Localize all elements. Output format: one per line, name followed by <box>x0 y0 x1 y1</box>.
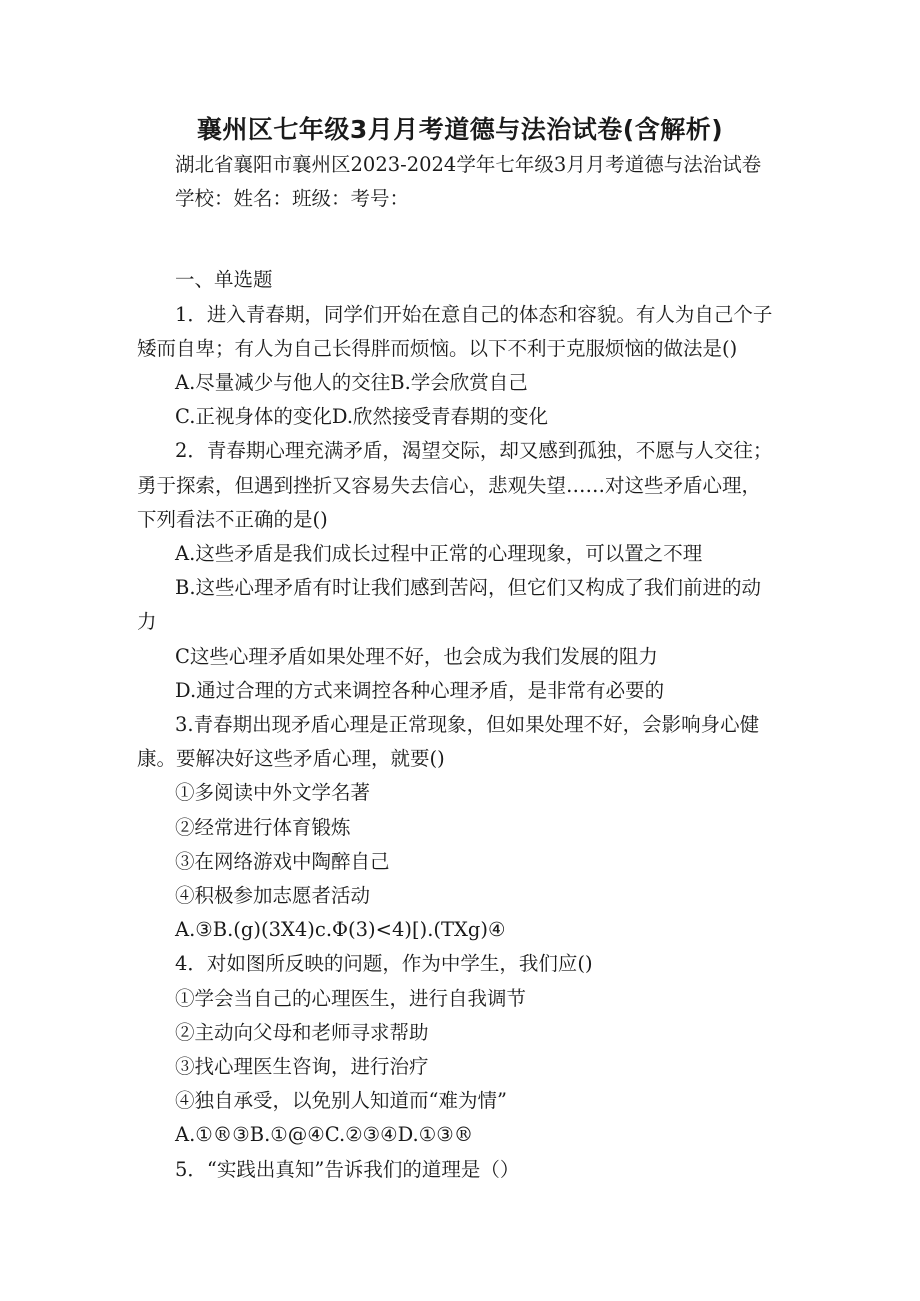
question-4-options: A.①®③B.①@④C.②③④D.①③® <box>175 1123 474 1147</box>
student-info-line: 学校：姓名：班级：考号： <box>175 187 410 211</box>
spacer <box>137 216 797 263</box>
question-2-text-cont: 勇于探索，但遇到挫折又容易失去信心，悲观失望……对这些矛盾心理， <box>137 473 762 497</box>
question-1-text-cont: 矮而自卑；有人为自己长得胖而烦恼。以下不利于克服烦恼的做法是() <box>137 336 738 360</box>
question-4-item-3: ③找心理医生咨询，进行治疗 <box>175 1055 429 1079</box>
question-1-options-cd: C.正视身体的变化D.欣然接受青春期的变化 <box>175 405 549 429</box>
question-5-text: 5．“实践出真知”告诉我们的道理是（） <box>175 1157 520 1181</box>
question-3-item-2: ②经常进行体育锻炼 <box>175 815 351 839</box>
question-3-item-4: ④积极参加志愿者活动 <box>175 884 371 908</box>
question-2-text-cont: 下列看法不正确的是() <box>137 507 328 531</box>
question-4-item-1: ①学会当自己的心理医生，进行自我调节 <box>175 986 527 1010</box>
question-1-text: 1．进入青春期，同学们开始在意自己的体态和容貌。有人为自己个子 <box>175 302 773 326</box>
document-body <box>137 148 797 1187</box>
question-3-item-3: ③在网络游戏中陶醉自己 <box>175 849 390 873</box>
document-title: 襄州区七年级3月月考道德与法治试卷(含解析) <box>196 115 724 144</box>
question-2-option-c: C这些心理矛盾如果处理不好，也会成为我们发展的阻力 <box>175 644 658 668</box>
question-2-option-a: A.这些矛盾是我们成长过程中正常的心理现象，可以置之不理 <box>175 542 703 566</box>
document-subtitle: 湖北省襄阳市襄州区2023-2024学年七年级3月月考道德与法治试卷 <box>175 153 762 176</box>
question-2-text: 2．青春期心理充满矛盾，渴望交际，却又感到孤独，不愿与人交往； <box>175 439 773 463</box>
question-1-options-ab: A.尽量减少与他人的交往B.学会欣赏自己 <box>175 371 528 395</box>
question-2-option-b: B.这些心理矛盾有时让我们感到苦闷，但它们又构成了我们前进的动 <box>175 576 762 600</box>
question-3-options: A.③B.(g)(3X4)c.Φ(3)<4)[).(TXg)④ <box>175 918 506 942</box>
question-3-item-1: ①多阅读中外文学名著 <box>175 781 371 805</box>
question-2-option-d: D.通过合理的方式来调控各种心理矛盾，是非常有必要的 <box>175 678 665 702</box>
section-heading: 一、单选题 <box>175 268 273 292</box>
question-4-item-2: ②主动向父母和老师寻求帮助 <box>175 1020 429 1044</box>
question-2-option-b-cont: 力 <box>137 610 157 634</box>
question-4-item-4: ④独自承受，以免别人知道而“难为情” <box>175 1089 507 1113</box>
question-3-text-cont: 康。要解决好这些矛盾心理，就要() <box>137 747 445 771</box>
question-3-text: 3.青春期出现矛盾心理是正常现象，但如果处理不好，会影响身心健 <box>175 713 760 737</box>
question-4-text: 4．对如图所反映的问题，作为中学生，我们应() <box>175 952 593 976</box>
